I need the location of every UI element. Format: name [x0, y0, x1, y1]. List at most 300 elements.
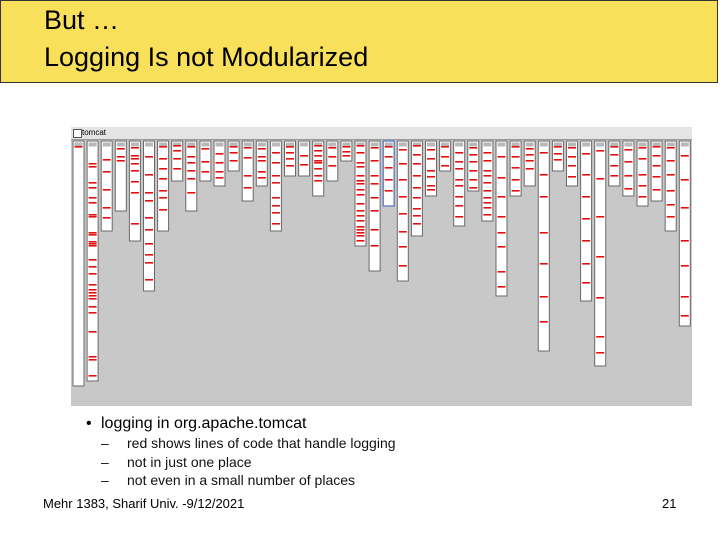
logging-line-mark [89, 375, 97, 377]
module-column [496, 141, 507, 296]
viz-window-label: tomcat [82, 128, 107, 137]
sub-bullet-marker: – [101, 454, 109, 470]
logging-line-mark [89, 197, 97, 199]
module-column [383, 141, 394, 206]
logging-line-mark [413, 208, 421, 210]
logging-line-mark [145, 262, 153, 264]
logging-line-mark [89, 259, 97, 261]
logging-line-mark [357, 189, 365, 191]
logging-line-mark [230, 146, 238, 148]
logging-line-mark [413, 197, 421, 199]
bullet-marker: • [86, 415, 92, 432]
logging-line-mark [272, 197, 280, 199]
module-column-header [526, 143, 534, 147]
logging-line-mark [568, 156, 576, 158]
logging-line-mark [357, 226, 365, 228]
logging-line-mark [385, 179, 393, 181]
logging-line-mark [201, 171, 209, 173]
logging-line-mark [469, 147, 477, 149]
logging-line-mark [413, 145, 421, 147]
logging-line-mark [399, 213, 407, 215]
module-column-header [131, 143, 139, 147]
logging-line-mark [483, 182, 491, 184]
logging-line-mark [582, 263, 590, 265]
logging-line-mark [596, 150, 604, 152]
module-column-header [441, 143, 449, 147]
logging-line-mark [117, 148, 125, 150]
logging-line-mark [159, 158, 167, 160]
logging-line-mark [328, 165, 336, 167]
logging-line-mark [89, 284, 97, 286]
logging-line-mark [483, 197, 491, 199]
logging-line-mark [89, 266, 97, 268]
logging-line-mark [596, 336, 604, 338]
logging-line-mark [201, 148, 209, 150]
logging-line-mark [498, 232, 506, 234]
logging-line-mark [187, 192, 195, 194]
logging-line-mark [667, 190, 675, 192]
logging-line-mark [187, 156, 195, 158]
logging-visualization [71, 127, 692, 406]
logging-line-mark [314, 160, 322, 162]
logging-line-mark [469, 170, 477, 172]
logging-line-mark [357, 166, 365, 168]
logging-line-mark [258, 156, 266, 158]
logging-line-mark [89, 295, 97, 297]
sub-bullet-marker: – [101, 472, 109, 488]
logging-line-mark [89, 234, 97, 236]
logging-line-mark [469, 179, 477, 181]
logging-line-mark [554, 159, 562, 161]
logging-line-mark [244, 175, 252, 177]
logging-line-mark [357, 175, 365, 177]
logging-line-mark [639, 185, 647, 187]
logging-line-mark [216, 162, 224, 164]
module-column-header [624, 143, 632, 147]
logging-line-mark [357, 240, 365, 242]
logging-line-mark [286, 152, 294, 154]
logging-line-mark [272, 182, 280, 184]
logging-line-mark [187, 146, 195, 148]
module-column [242, 141, 253, 201]
page-number: 21 [662, 496, 677, 511]
logging-line-mark [653, 146, 661, 148]
logging-line-mark [667, 174, 675, 176]
module-column [538, 141, 549, 351]
logging-line-mark [399, 265, 407, 267]
logging-line-mark [131, 192, 139, 194]
sub-bullet-text: not in just one place [127, 454, 252, 470]
module-column-header [89, 143, 97, 147]
module-column-header [201, 143, 209, 147]
logging-line-mark [610, 175, 618, 177]
module-column-header [653, 143, 661, 147]
logging-line-mark [371, 175, 379, 177]
module-column-header [681, 143, 689, 147]
logging-line-mark [582, 153, 590, 155]
logging-line-mark [89, 243, 97, 245]
module-column-header [272, 143, 280, 147]
module-column [144, 141, 155, 291]
logging-line-mark [469, 161, 477, 163]
logging-line-mark [540, 296, 548, 298]
logging-line-mark [483, 207, 491, 209]
logging-line-mark [159, 146, 167, 148]
logging-line-mark [582, 218, 590, 220]
logging-line-mark [173, 168, 181, 170]
logging-line-mark [610, 154, 618, 156]
module-column [186, 141, 197, 211]
module-column-header [145, 143, 153, 147]
logging-line-mark [371, 147, 379, 149]
logging-line-mark [89, 182, 97, 184]
bullet-main-text: logging in org.apache.tomcat [101, 415, 307, 432]
logging-line-mark [357, 229, 365, 231]
logging-line-mark [258, 160, 266, 162]
logging-line-mark [596, 178, 604, 180]
logging-line-mark [89, 245, 97, 247]
logging-line-mark [342, 146, 350, 148]
logging-line-mark [681, 155, 689, 157]
logging-line-mark [582, 174, 590, 176]
logging-line-mark [258, 177, 266, 179]
logging-line-mark [624, 188, 632, 190]
sub-bullet-text: red shows lines of code that handle logging [127, 435, 396, 451]
module-column-header [469, 143, 477, 147]
slide-title-line-2: Logging Is not Modularized [44, 42, 369, 72]
logging-line-mark [639, 174, 647, 176]
logging-line-mark [526, 148, 534, 150]
logging-line-mark [145, 279, 153, 281]
logging-line-mark [328, 147, 336, 149]
logging-line-mark [455, 216, 463, 218]
logging-line-mark [272, 205, 280, 207]
logging-line-mark [103, 171, 111, 173]
logging-line-mark [653, 165, 661, 167]
logging-line-mark [483, 160, 491, 162]
logging-line-mark [371, 183, 379, 185]
logging-line-mark [399, 246, 407, 248]
logging-line-mark [117, 156, 125, 158]
slide-title-line-1: But … [44, 5, 120, 35]
logging-line-mark [427, 189, 435, 191]
module-column [270, 141, 281, 231]
logging-line-mark [89, 214, 97, 216]
logging-line-mark [455, 196, 463, 198]
logging-line-mark [540, 152, 548, 154]
logging-line-mark [145, 243, 153, 245]
logging-line-mark [399, 196, 407, 198]
logging-line-mark [89, 331, 97, 333]
logging-line-mark [314, 162, 322, 164]
logging-line-mark [399, 149, 407, 151]
logging-line-mark [371, 197, 379, 199]
module-column-header [610, 143, 618, 147]
logging-line-mark [75, 146, 83, 148]
module-column-header [399, 143, 407, 147]
logging-line-mark [272, 162, 280, 164]
logging-line-mark [582, 240, 590, 242]
module-column [679, 141, 690, 326]
logging-line-mark [357, 152, 365, 154]
logging-line-mark [483, 170, 491, 172]
logging-line-mark [681, 240, 689, 242]
module-column [595, 141, 606, 366]
module-column-header [75, 143, 83, 147]
logging-line-mark [371, 210, 379, 212]
logging-line-mark [145, 156, 153, 158]
logging-line-mark [103, 189, 111, 191]
logging-line-mark [216, 177, 224, 179]
logging-line-mark [385, 146, 393, 148]
logging-line-mark [568, 176, 576, 178]
logging-line-mark [89, 163, 97, 165]
logging-line-mark [540, 263, 548, 265]
logging-line-mark [230, 160, 238, 162]
logging-line-mark [89, 292, 97, 294]
logging-line-mark [512, 190, 520, 192]
module-column [454, 141, 465, 226]
logging-line-mark [145, 174, 153, 176]
logging-line-mark [653, 189, 661, 191]
logging-line-mark [681, 265, 689, 267]
logging-line-mark [159, 178, 167, 180]
logging-line-mark [131, 147, 139, 149]
module-column-header [258, 143, 266, 147]
module-column [115, 141, 126, 211]
module-column-header [667, 143, 675, 147]
logging-line-mark [159, 168, 167, 170]
module-column-header [639, 143, 647, 147]
logging-line-mark [413, 223, 421, 225]
logging-line-mark [455, 168, 463, 170]
logging-line-mark [455, 161, 463, 163]
logging-line-mark [89, 359, 97, 361]
logging-line-mark [526, 168, 534, 170]
logging-line-mark [258, 171, 266, 173]
module-column-header [286, 143, 294, 147]
module-column [609, 141, 620, 186]
logging-line-mark [89, 216, 97, 218]
logging-line-mark [131, 223, 139, 225]
module-column [73, 141, 84, 386]
sub-bullet-marker: – [101, 435, 109, 451]
module-column-header [582, 143, 590, 147]
title-bar [0, 0, 718, 83]
logging-line-mark [187, 170, 195, 172]
logging-line-mark [187, 178, 195, 180]
logging-line-mark [357, 203, 365, 205]
logging-line-mark [427, 149, 435, 151]
logging-line-mark [554, 146, 562, 148]
logging-line-mark [117, 160, 125, 162]
logging-line-mark [624, 175, 632, 177]
logging-line-mark [314, 145, 322, 147]
module-column-header [596, 143, 604, 147]
logging-line-mark [244, 187, 252, 189]
logging-line-mark [610, 146, 618, 148]
logging-line-mark [314, 180, 322, 182]
logging-line-mark [483, 214, 491, 216]
logging-line-mark [131, 163, 139, 165]
logging-line-mark [357, 235, 365, 237]
logging-line-mark [272, 223, 280, 225]
logging-line-mark [89, 273, 97, 275]
logging-line-mark [582, 196, 590, 198]
logging-line-mark [681, 296, 689, 298]
logging-line-mark [159, 190, 167, 192]
logging-line-mark [357, 210, 365, 212]
logging-line-mark [314, 175, 322, 177]
logging-line-mark [540, 232, 548, 234]
logging-line-mark [145, 229, 153, 231]
logging-line-mark [455, 185, 463, 187]
logging-line-mark [314, 168, 322, 170]
logging-line-mark [357, 162, 365, 164]
logging-line-mark [342, 151, 350, 153]
logging-line-mark [145, 254, 153, 256]
logging-line-mark [596, 256, 604, 258]
logging-line-mark [399, 231, 407, 233]
logging-line-mark [624, 161, 632, 163]
logging-line-mark [244, 157, 252, 159]
logging-line-mark [413, 187, 421, 189]
logging-line-mark [300, 164, 308, 166]
logging-line-mark [512, 156, 520, 158]
logging-line-mark [568, 165, 576, 167]
logging-line-mark [314, 150, 322, 152]
logging-line-mark [159, 197, 167, 199]
module-column-header [385, 143, 393, 147]
logging-line-mark [173, 158, 181, 160]
logging-line-mark [89, 202, 97, 204]
logging-line-mark [173, 145, 181, 147]
logging-line-mark [413, 175, 421, 177]
logging-line-mark [455, 205, 463, 207]
module-column [581, 141, 592, 301]
logging-line-mark [469, 187, 477, 189]
logging-line-mark [131, 181, 139, 183]
logging-line-mark [89, 232, 97, 234]
module-column-header [342, 143, 350, 147]
module-column [158, 141, 169, 231]
logging-line-mark [540, 321, 548, 323]
logging-line-mark [427, 185, 435, 187]
logging-line-mark [272, 175, 280, 177]
logging-line-mark [131, 155, 139, 157]
module-column-header [328, 143, 336, 147]
logging-line-mark [371, 160, 379, 162]
sub-bullet-text: not even in a small number of places [127, 472, 356, 488]
logging-line-mark [624, 149, 632, 151]
logging-line-mark [357, 220, 365, 222]
logging-line-mark [498, 286, 506, 288]
logging-line-mark [455, 179, 463, 181]
module-column [524, 141, 535, 186]
logging-line-mark [145, 200, 153, 202]
logging-line-mark [159, 209, 167, 211]
module-column-header [512, 143, 520, 147]
logging-line-mark [441, 156, 449, 158]
module-column-header [159, 143, 167, 147]
logging-line-mark [512, 179, 520, 181]
logging-line-mark [131, 158, 139, 160]
logging-line-mark [286, 146, 294, 148]
logging-line-mark [441, 165, 449, 167]
module-column-header [371, 143, 379, 147]
logging-line-mark [554, 153, 562, 155]
logging-line-mark [413, 215, 421, 217]
logging-line-mark [498, 216, 506, 218]
logging-line-mark [413, 163, 421, 165]
module-column-header [103, 143, 111, 147]
logging-line-mark [357, 194, 365, 196]
logging-line-mark [103, 207, 111, 209]
logging-line-mark [610, 165, 618, 167]
logging-line-mark [483, 152, 491, 154]
footer-text: Mehr 1383, Sharif Univ. -9/12/2021 [43, 496, 245, 511]
module-column-header [540, 143, 548, 147]
logging-line-mark [145, 217, 153, 219]
logging-line-mark [145, 192, 153, 194]
logging-line-mark [286, 158, 294, 160]
logging-line-mark [653, 155, 661, 157]
logging-line-mark [89, 187, 97, 189]
module-column [256, 141, 267, 186]
logging-line-mark [498, 196, 506, 198]
logging-line-mark [667, 160, 675, 162]
logging-line-mark [244, 147, 252, 149]
logging-line-mark [582, 282, 590, 284]
logging-line-mark [596, 297, 604, 299]
logging-line-mark [498, 177, 506, 179]
logging-line-mark [483, 202, 491, 204]
logging-line-mark [89, 312, 97, 314]
module-column-header [117, 143, 125, 147]
logging-line-mark [385, 167, 393, 169]
logging-line-mark [639, 158, 647, 160]
logging-line-mark [399, 179, 407, 181]
logging-line-mark [399, 163, 407, 165]
logging-line-mark [498, 156, 506, 158]
module-column-header [455, 143, 463, 147]
logging-line-mark [230, 152, 238, 154]
sub-bullet-1 [101, 435, 396, 451]
logging-line-mark [667, 216, 675, 218]
logging-line-mark [512, 167, 520, 169]
module-column-header [568, 143, 576, 147]
logging-line-mark [483, 175, 491, 177]
logging-line-mark [300, 155, 308, 157]
logging-line-mark [103, 217, 111, 219]
logging-line-mark [681, 315, 689, 317]
logging-line-mark [540, 196, 548, 198]
module-column-header [554, 143, 562, 147]
logging-line-mark [89, 166, 97, 168]
logging-line-mark [653, 176, 661, 178]
logging-line-mark [483, 190, 491, 192]
sub-bullet-3 [101, 472, 355, 488]
logging-line-mark [540, 174, 548, 176]
logging-line-mark [357, 232, 365, 234]
logging-line-mark [187, 162, 195, 164]
logging-line-mark [357, 183, 365, 185]
logging-line-mark [89, 356, 97, 358]
logging-line-mark [413, 154, 421, 156]
logging-line-mark [667, 204, 675, 206]
module-column-header [498, 143, 506, 147]
module-column-header [187, 143, 195, 147]
